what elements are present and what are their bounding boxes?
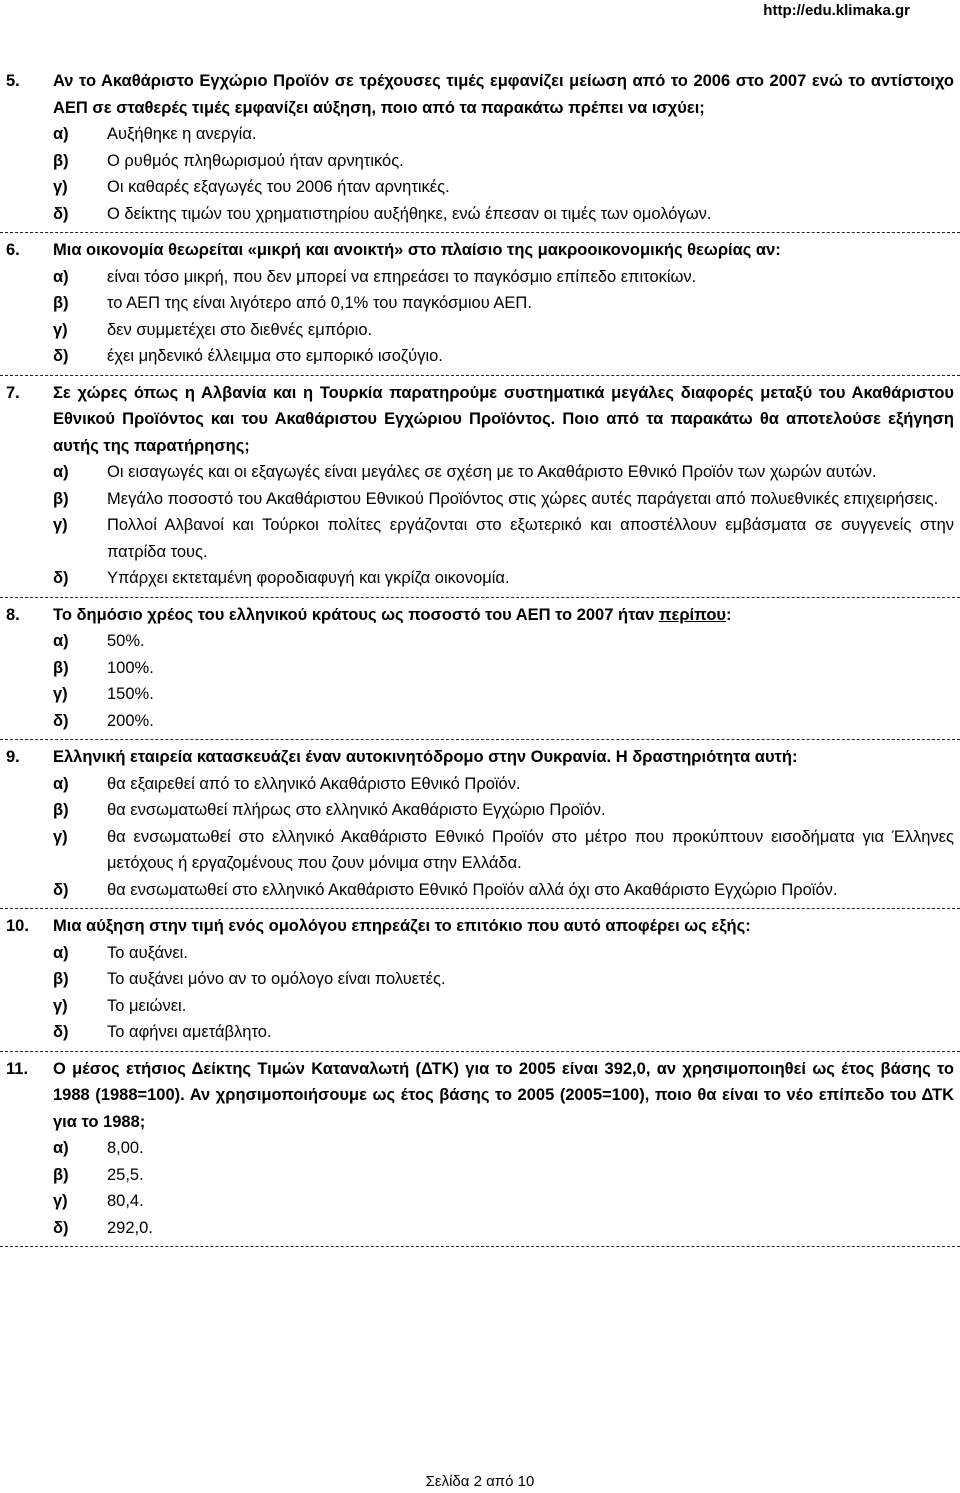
option (0, 1162, 960, 1189)
option-text: είναι τόσο μικρή, που δεν μπορεί να επηρεάσει το παγκόσμιο επίπεδο επιτοκίων. (107, 267, 697, 286)
option (0, 993, 960, 1020)
option-letter: γ) (53, 320, 68, 339)
question-10 (0, 913, 960, 1046)
option (0, 1188, 960, 1215)
dashed-divider (0, 1051, 960, 1052)
option-letter: α) (53, 632, 69, 650)
option-text: 150%. (107, 685, 154, 703)
question-number: 5. (6, 72, 20, 90)
question-stem-end: : (726, 605, 732, 624)
option-letter: δ) (53, 569, 69, 587)
question-stem: Σε χώρες όπως η Αλβανία και η Τουρκία παρατηρούμε συστηματικά μεγάλες διαφορές μεταξύ του Ακαθάριστου Εθνικού Προϊόντος και του Ακαθάριστου Εγχώριου Προϊόντος. Ποιο από τα παρακάτω θα αποτελούσε εξήγηση αυτής της παρατήρησης; (53, 383, 954, 455)
dashed-divider (0, 739, 960, 740)
dashed-divider (0, 232, 960, 233)
option-letter: δ) (53, 880, 69, 899)
option (0, 628, 960, 655)
dashed-divider (0, 375, 960, 376)
question-9 (0, 744, 960, 903)
option (0, 797, 960, 824)
option-letter: γ) (53, 516, 68, 534)
option-text: 25,5. (107, 1165, 144, 1184)
option-text: έχει μηδενικό έλλειμμα στο εμπορικό ισοζύγιο. (107, 347, 443, 365)
option (0, 512, 960, 565)
option-letter: γ) (53, 1192, 68, 1210)
question-stem: Ο μέσος ετήσιος Δείκτης Τιμών Καταναλωτή (ΔΤΚ) για το 2005 είναι 392,0, αν χρησιμοποιηθεί ως έτος βάσης το 1988 (1988=100). Αν χρησιμοποιήσουμε ως έτος βάσης το 2005 (2005=100), ποιο θα είναι το νέο επίπεδο του ΔΤΚ για το 1988; (53, 1059, 954, 1131)
option-letter: α) (53, 267, 69, 286)
option (0, 1019, 960, 1046)
option (0, 459, 960, 486)
question-stem: Ελληνική εταιρεία κατασκευάζει έναν αυτοκινητόδρομο στην Ουκρανία. Η δραστηριότητα αυτή: (53, 748, 798, 766)
option-letter: β) (53, 151, 69, 170)
question-number: 9. (6, 748, 20, 766)
question-stem-emphasis: περίπου (658, 605, 727, 624)
option-text: Το αυξάνει μόνο αν το ομόλογο είναι πολυετές. (107, 970, 446, 988)
option-text: Υπάρχει εκτεταμένη φοροδιαφυγή και γκρίζα οικονομία. (107, 569, 510, 587)
question-list (0, 68, 960, 1251)
question-11 (0, 1056, 960, 1242)
option-text: 50%. (107, 632, 145, 650)
option-text: 292,0. (107, 1218, 153, 1237)
question-7 (0, 380, 960, 592)
option-letter: α) (53, 1139, 69, 1157)
option-letter: δ) (53, 347, 69, 365)
question-number: 8. (6, 605, 20, 624)
option-letter: β) (53, 658, 69, 677)
page-number: Σελίδα 2 από 10 (425, 1473, 535, 1490)
option (0, 486, 960, 513)
option-letter: β) (53, 294, 69, 312)
option-text: Μεγάλο ποσοστό του Ακαθάριστου Εθνικού Προϊόντος στις χώρες αυτές παράγεται από πολυεθνικές επιχειρήσεις. (107, 489, 939, 508)
option (0, 343, 960, 370)
option-text: Ο ρυθμός πληθωρισμού ήταν αρνητικός. (107, 151, 404, 170)
option (0, 148, 960, 175)
question-number: 7. (6, 383, 20, 402)
option (0, 708, 960, 735)
option-text: 200%. (107, 711, 154, 730)
question-6 (0, 237, 960, 370)
option-text: θα ενσωματωθεί στο ελληνικό Ακαθάριστο Εθνικό Προϊόν στο μέτρο που προκύπτουν εισοδήματα για Έλληνες μετόχους ή εργαζομένους που ζουν μόνιμα στην Ελλάδα. (107, 827, 954, 872)
option-text: θα ενσωματωθεί στο ελληνικό Ακαθάριστο Εθνικό Προϊόν αλλά όχι στο Ακαθάριστο Εγχώριο Προϊόν. (107, 880, 838, 899)
option (0, 655, 960, 682)
option (0, 966, 960, 993)
option-letter: γ) (53, 685, 68, 703)
option-text: Πολλοί Αλβανοί και Τούρκοι πολίτες εργάζονται στο εξωτερικό και αποστέλλουν εμβάσματα σε συγγενείς στην πατρίδα τους. (107, 516, 954, 561)
option-letter: β) (53, 1165, 69, 1184)
question-number: 11. (6, 1059, 29, 1078)
dashed-divider (0, 1246, 960, 1247)
option (0, 565, 960, 592)
question-number: 6. (6, 241, 20, 259)
option (0, 290, 960, 317)
option-letter: γ) (53, 996, 68, 1015)
option-text: θα εξαιρεθεί από το ελληνικό Ακαθάριστο Εθνικό Προϊόν. (107, 774, 521, 793)
option-text: Οι εισαγωγές και οι εξαγωγές είναι μεγάλες σε σχέση με το Ακαθάριστο Εθνικό Προϊόν των χωρών αυτών. (107, 463, 877, 481)
option-letter: β) (53, 801, 69, 819)
dashed-divider (0, 908, 960, 909)
option (0, 771, 960, 798)
option-text: Οι καθαρές εξαγωγές του 2006 ήταν αρνητικές. (107, 178, 450, 196)
question-stem (53, 602, 960, 629)
option-letter: β) (53, 489, 69, 508)
option-letter: γ) (53, 827, 68, 846)
option-text: 80,4. (107, 1192, 144, 1210)
question-stem: Μια οικονομία θεωρείται «μικρή και ανοικτή» στο πλαίσιο της μακροοικονομικής θεωρίας αν: (53, 241, 781, 259)
question-stem: Μια αύξηση στην τιμή ενός ομολόγου επηρεάζει το επιτόκιο που αυτό αποφέρει ως εξής: (53, 917, 751, 935)
option-text: δεν συμμετέχει στο διεθνές εμπόριο. (107, 320, 373, 339)
option (0, 1215, 960, 1242)
option (0, 1135, 960, 1162)
option-letter: δ) (53, 1023, 69, 1041)
option-letter: δ) (53, 711, 69, 730)
option-letter: δ) (53, 1218, 69, 1237)
site-url-link[interactable]: http://edu.klimaka.gr (763, 2, 910, 19)
option (0, 681, 960, 708)
option-letter: α) (53, 943, 69, 962)
option (0, 174, 960, 201)
option-letter: δ) (53, 204, 69, 223)
option (0, 264, 960, 291)
option-text: θα ενσωματωθεί πλήρως στο ελληνικό Ακαθάριστο Εγχώριο Προϊόν. (107, 801, 606, 819)
option (0, 877, 960, 904)
option-letter: α) (53, 125, 69, 143)
question-5 (0, 68, 960, 227)
option-text: Το μειώνει. (107, 996, 187, 1015)
question-stem: Αν το Ακαθάριστο Εγχώριο Προϊόν σε τρέχουσες τιμές εμφανίζει μείωση από το 2006 στο 2007 ενώ το αντίστοιχο ΑΕΠ σε σταθερές τιμές εμφανίζει αύξηση, ποιο από τα παρακάτω πρέπει να ισχύει; (53, 72, 954, 117)
option (0, 201, 960, 228)
option (0, 317, 960, 344)
option-text: Το αφήνει αμετάβλητο. (107, 1023, 272, 1041)
option-letter: α) (53, 463, 69, 481)
option-text: 8,00. (107, 1139, 144, 1157)
option-text: Το αυξάνει. (107, 943, 188, 962)
option-text: 100%. (107, 658, 154, 677)
option-letter: α) (53, 774, 69, 793)
option-letter: β) (53, 970, 69, 988)
option-text: Αυξήθηκε η ανεργία. (107, 125, 257, 143)
option-text: Ο δείκτης τιμών του χρηματιστηρίου αυξήθηκε, ενώ έπεσαν οι τιμές των ομολόγων. (107, 204, 712, 223)
option (0, 121, 960, 148)
question-stem-text: Το δημόσιο χρέος του ελληνικού κράτους ως ποσοστό του ΑΕΠ το 2007 ήταν (53, 605, 659, 624)
option (0, 824, 960, 877)
question-8 (0, 602, 960, 735)
option-text: το ΑΕΠ της είναι λιγότερο από 0,1% του παγκόσμιου ΑΕΠ. (107, 294, 532, 312)
dashed-divider (0, 597, 960, 598)
question-number: 10. (6, 917, 29, 935)
option (0, 940, 960, 967)
option-letter: γ) (53, 178, 68, 196)
